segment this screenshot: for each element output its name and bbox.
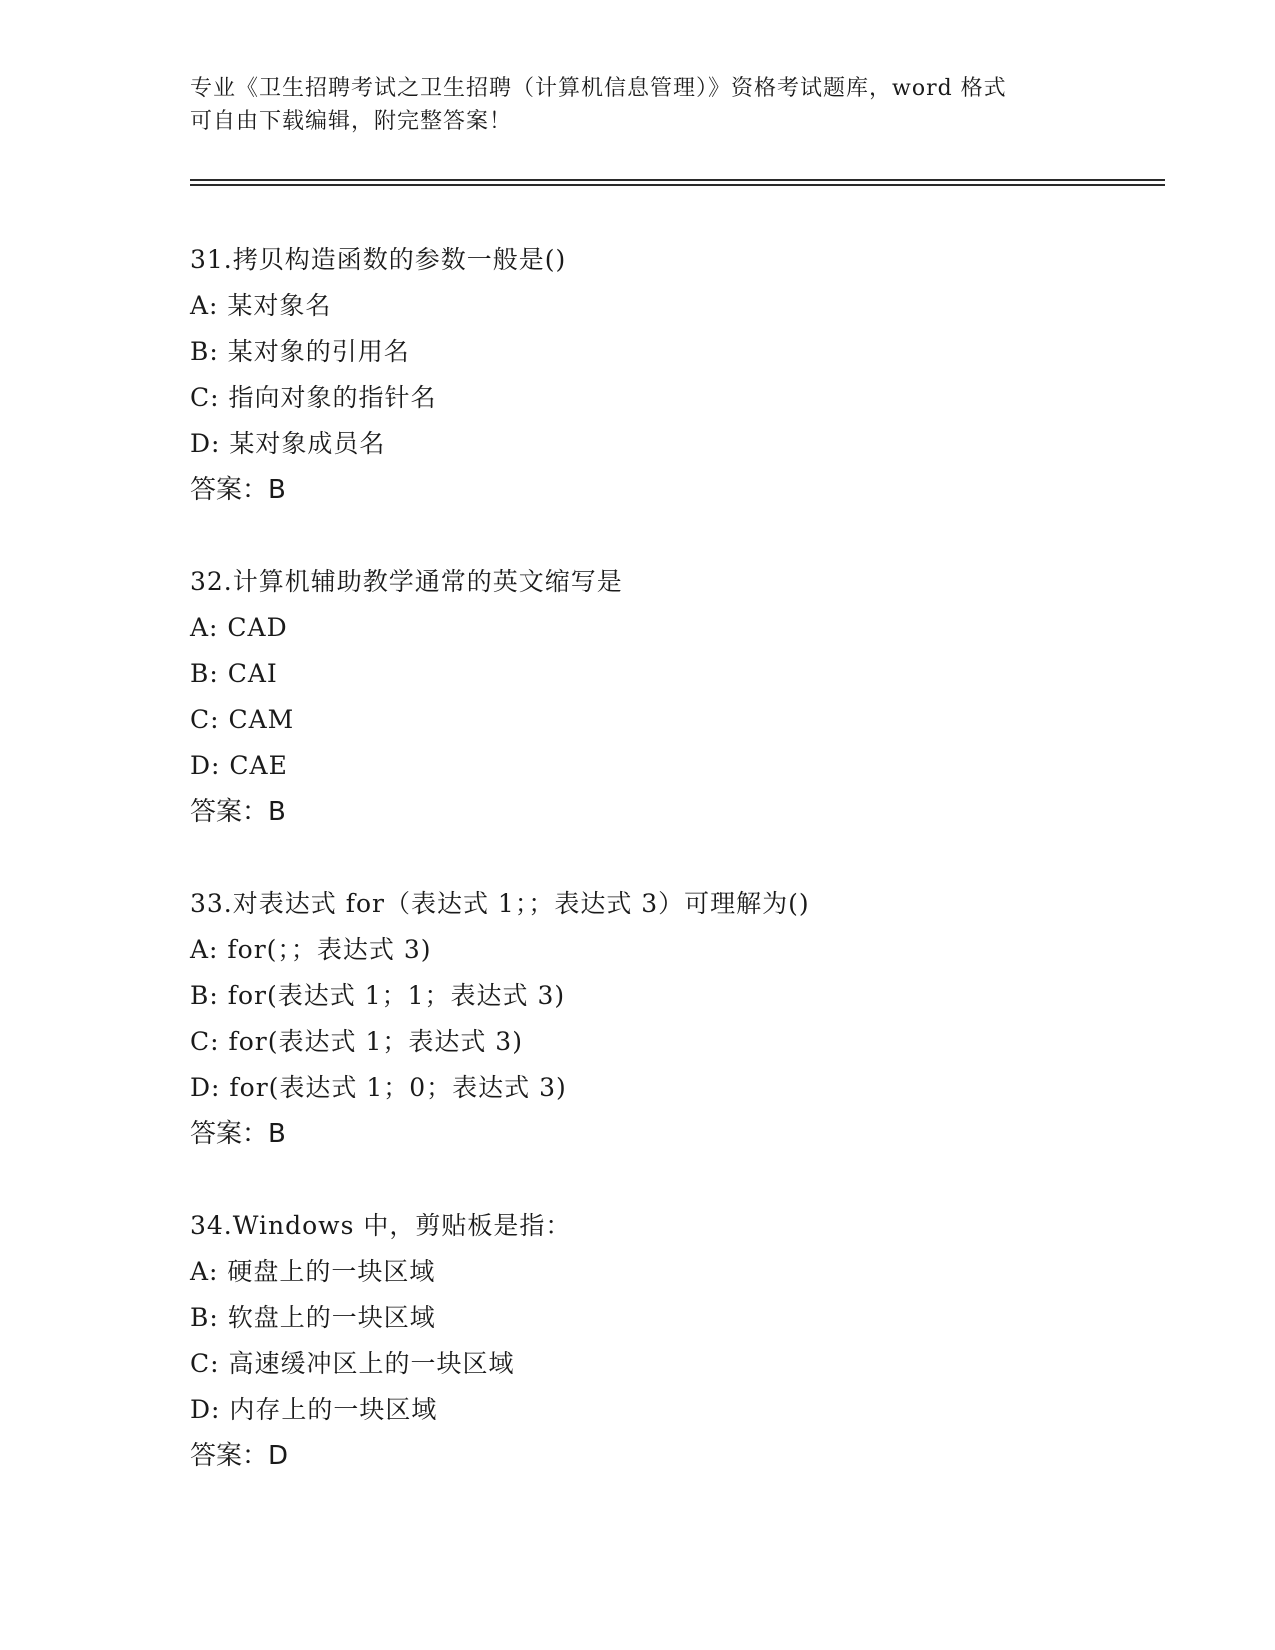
option-b: B: 软盘上的一块区域: [190, 1303, 436, 1332]
header-line-2: 可自由下载编辑，附完整答案！: [190, 109, 513, 134]
question-stem: 34.Windows 中，剪贴板是指：: [190, 1211, 572, 1240]
option-b: B: CAI: [190, 659, 278, 688]
document-header: [190, 72, 1090, 138]
answer: 答案：B: [190, 797, 286, 827]
option-d: D: CAE: [190, 751, 288, 780]
option-c: C: 高速缓冲区上的一块区域: [190, 1349, 515, 1378]
question-spacer: [190, 513, 1190, 559]
question-34: [190, 1203, 1190, 1479]
question-spacer: [190, 835, 1190, 881]
question-33: [190, 881, 1190, 1157]
option-b: B: for(表达式 1；1；表达式 3): [190, 981, 566, 1010]
option-a: A: 硬盘上的一块区域: [190, 1257, 436, 1286]
question-stem: 33.对表达式 for（表达式 1；；表达式 3）可理解为(): [190, 889, 810, 918]
answer: 答案：D: [190, 1441, 289, 1471]
question-stem: 32.计算机辅助教学通常的英文缩写是: [190, 567, 623, 596]
option-a: A: CAD: [190, 613, 288, 642]
header-line-1: 专业《卫生招聘考试之卫生招聘（计算机信息管理）》资格考试题库，word 格式: [190, 76, 1007, 101]
option-b: B: 某对象的引用名: [190, 337, 410, 366]
question-31: [190, 237, 1190, 513]
answer: 答案：B: [190, 475, 286, 505]
option-c: C: CAM: [190, 705, 295, 734]
question-32: [190, 559, 1190, 835]
option-a: A: 某对象名: [190, 291, 332, 320]
option-a: A: for(；；表达式 3): [190, 935, 432, 964]
header-divider-top: [190, 179, 1165, 181]
option-c: C: for(表达式 1；表达式 3): [190, 1027, 523, 1056]
question-stem: 31.拷贝构造函数的参数一般是(): [190, 245, 567, 274]
header-divider-bottom: [190, 184, 1165, 186]
option-d: D: 内存上的一块区域: [190, 1395, 438, 1424]
option-c: C: 指向对象的指针名: [190, 383, 437, 412]
question-list: [190, 237, 1190, 1479]
question-spacer: [190, 1157, 1190, 1203]
answer: 答案：B: [190, 1119, 286, 1149]
option-d: D: 某对象成员名: [190, 429, 386, 458]
option-d: D: for(表达式 1；0；表达式 3): [190, 1073, 567, 1102]
